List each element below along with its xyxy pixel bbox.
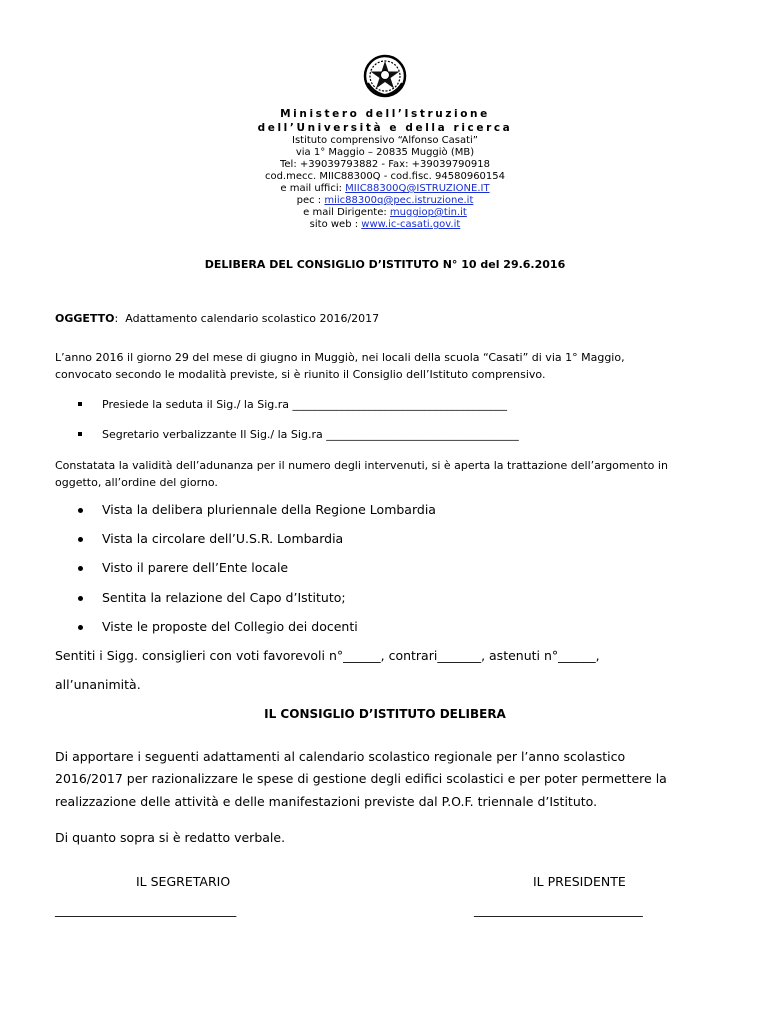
resolution-line-3: realizzazione delle attività e delle manifestazioni previste dal P.O.F. triennale d’Istituto.	[55, 794, 598, 809]
bullet-dot-icon	[78, 508, 83, 513]
square-bullet-icon	[78, 432, 82, 436]
ministry-line-2: dell’Università e della ricerca	[257, 122, 513, 134]
consideration-item: Viste le proposte del Collegio dei docenti	[102, 619, 358, 634]
subject-colon: :	[114, 312, 119, 325]
intro-line-1: L’anno 2016 il giorno 29 del mese di giugno in Muggiò, nei locali della scuola “Casati” di via 1° Maggio,	[55, 351, 625, 364]
pec-label: pec :	[296, 195, 325, 206]
unanimity-line: all’unanimità.	[55, 677, 141, 692]
resolution-title: IL CONSIGLIO D’ISTITUTO DELIBERA	[264, 707, 506, 721]
school-codes: cod.mecc. MIIC88300Q - cod.fisc. 94580960154	[264, 171, 506, 182]
consideration-item: Vista la circolare dell’U.S.R. Lombardia	[102, 531, 344, 546]
school-name: Istituto comprensivo “Alfonso Casati”	[292, 135, 478, 146]
office-email-label: e mail uffici:	[280, 183, 346, 194]
website-line	[0, 219, 770, 231]
president-signature-line: ___________________________	[474, 902, 643, 917]
bullet-dot-icon	[78, 596, 83, 601]
school-phone: Tel: +39039793882 - Fax: +39039790918	[279, 159, 490, 170]
director-email-line	[0, 207, 770, 219]
secretary-signature-line: _____________________________	[55, 902, 237, 917]
subject-text: Adattamento calendario scolastico 2016/2017	[125, 312, 380, 325]
consideration-item: Sentita la relazione del Capo d’Istituto;	[102, 590, 346, 605]
office-email-line	[0, 183, 770, 195]
officer-president: Presiede la seduta il Sig./ la Sig.ra _______________________________________	[102, 398, 507, 411]
subject-label: OGGETTO	[55, 312, 115, 325]
website-link[interactable]: www.ic-casati.gov.it	[361, 219, 461, 230]
office-email-link[interactable]: MIIC88300Q@ISTRUZIONE.IT	[345, 183, 490, 194]
director-email-link[interactable]: muggiop@tin.it	[389, 207, 467, 218]
officer-secretary: Segretario verbalizzante Il Sig./ la Sig.ra ___________________________________	[102, 428, 519, 441]
votes-line: Sentiti i Sigg. consiglieri con voti favorevoli n°______, contrari_______, astenuti n°______,	[55, 648, 600, 663]
quorum-line-1: Constatata la validità dell’adunanza per il numero degli intervenuti, si è aperta la trattazione dell’argomento in	[55, 459, 668, 472]
bullet-dot-icon	[78, 566, 83, 571]
republic-emblem	[362, 53, 408, 99]
ministry-line-1: Ministero dell’Istruzione	[280, 108, 490, 120]
bullet-dot-icon	[78, 537, 83, 542]
school-address: via 1° Maggio – 20835 Muggiò (MB)	[295, 147, 475, 158]
consideration-item: Visto il parere dell’Ente locale	[102, 560, 289, 575]
resolution-line-2: 2016/2017 per razionalizzare le spese di gestione degli edifici scolastici e per poter permettere la	[55, 771, 667, 786]
intro-line-2: convocato secondo le modalità previste, si è riunito il Consiglio dell’Istituto comprensivo.	[55, 368, 546, 381]
closing-statement: Di quanto sopra si è redatto verbale.	[55, 830, 286, 845]
resolution-line-1: Di apportare i seguenti adattamenti al calendario scolastico regionale per l’anno scolastico	[55, 749, 626, 764]
director-email-label: e mail Dirigente:	[303, 207, 390, 218]
pec-line	[0, 195, 770, 207]
subject-line	[55, 310, 379, 327]
document-title: DELIBERA DEL CONSIGLIO D’ISTITUTO N° 10 del 29.6.2016	[204, 258, 566, 271]
website-label: sito web :	[309, 219, 362, 230]
bullet-dot-icon	[78, 625, 83, 630]
secretary-label: IL SEGRETARIO	[136, 874, 231, 889]
pec-link[interactable]: miic88300q@pec.istruzione.it	[324, 195, 474, 206]
quorum-line-2: oggetto, all’ordine del giorno.	[55, 476, 218, 489]
president-label: IL PRESIDENTE	[533, 874, 626, 889]
square-bullet-icon	[78, 402, 82, 406]
consideration-item: Vista la delibera pluriennale della Regione Lombardia	[102, 502, 436, 517]
